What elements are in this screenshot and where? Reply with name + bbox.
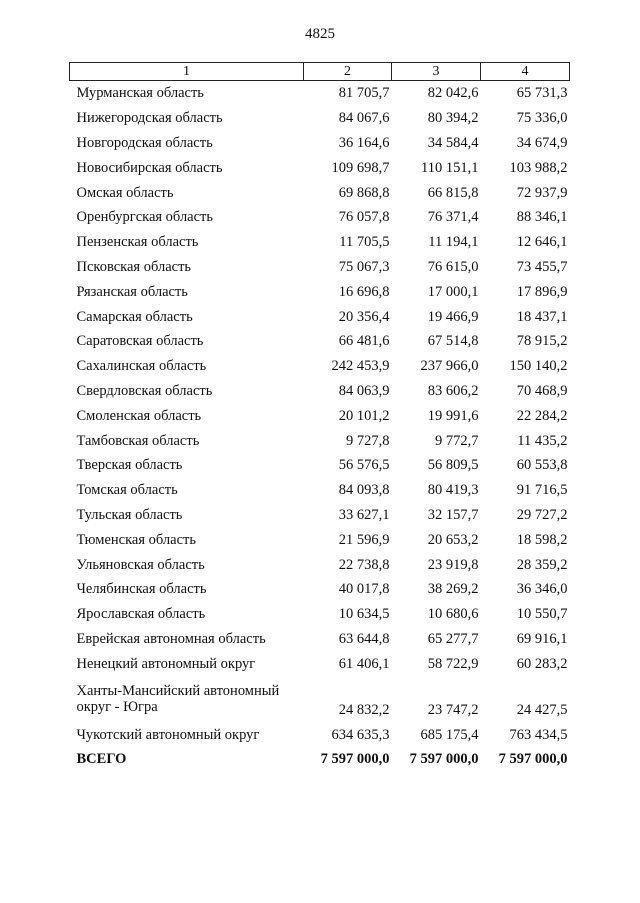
value-col-2: 16 696,8 (338, 283, 390, 300)
table-row (70, 722, 570, 747)
table-row (70, 602, 570, 627)
value-col-3: 34 584,4 (427, 134, 479, 151)
value-col-4: 10 550,7 (516, 606, 568, 623)
value-col-3: 10 680,6 (427, 606, 479, 623)
table-row (70, 180, 570, 205)
value-col-2: 242 453,9 (331, 358, 390, 375)
region-name: Тамбовская область (76, 432, 200, 449)
table-row (70, 478, 570, 503)
value-col-3: 76 371,4 (427, 209, 479, 226)
table-row (70, 627, 570, 652)
value-col-4: 60 553,8 (516, 457, 568, 474)
value-col-4: 72 937,9 (516, 184, 568, 201)
region-name: Сахалинская область (76, 358, 207, 375)
table-row (70, 354, 570, 379)
value-col-2: 36 164,6 (338, 134, 390, 151)
value-col-3: 58 722,9 (427, 655, 479, 672)
value-col-2: 634 635,3 (331, 726, 390, 743)
value-col-2: 81 705,7 (338, 85, 390, 102)
total-label: ВСЕГО (76, 751, 127, 768)
value-col-4: 28 359,2 (516, 556, 568, 573)
value-col-4: 12 646,1 (516, 234, 568, 251)
value-col-3: 67 514,8 (427, 333, 479, 350)
value-col-4: 78 915,2 (516, 333, 568, 350)
region-name: Самарская область (76, 308, 193, 325)
value-col-3: 80 419,3 (427, 482, 479, 499)
value-col-2: 63 644,8 (338, 630, 390, 647)
value-col-4: 11 435,2 (517, 432, 568, 449)
table-row (70, 155, 570, 180)
table-row (70, 503, 570, 528)
value-col-3: 82 042,6 (427, 85, 479, 102)
value-col-2: 40 017,8 (338, 581, 390, 598)
value-col-3: 237 966,0 (420, 358, 479, 375)
region-name: Ульяновская область (76, 556, 205, 573)
region-name: Омская область (76, 184, 174, 201)
table-row (70, 106, 570, 131)
region-name: Смоленская область (76, 407, 202, 424)
value-col-2: 69 868,8 (338, 184, 390, 201)
value-col-4: 36 346,0 (516, 581, 568, 598)
region-name: Саратовская область (76, 333, 204, 350)
value-col-3: 110 151,1 (421, 159, 479, 176)
table-row (70, 230, 570, 255)
region-name: Томская область (76, 482, 178, 499)
table-row (70, 379, 570, 404)
value-col-2: 84 067,6 (338, 110, 390, 127)
value-col-3: 65 277,7 (427, 630, 479, 647)
value-col-2: 61 406,1 (338, 655, 390, 672)
value-col-3: 9 772,7 (435, 432, 479, 449)
value-col-2: 20 101,2 (338, 407, 390, 424)
table-header (70, 63, 570, 81)
value-col-3: 66 815,8 (427, 184, 479, 201)
region-name: Пензенская область (76, 234, 199, 251)
value-col-2: 11 705,5 (339, 234, 390, 251)
value-col-2: 56 576,5 (338, 457, 390, 474)
region-name: Мурманская область (76, 85, 204, 102)
region-name: Тюменская область (76, 531, 196, 548)
region-name: Еврейская автономная область (76, 630, 266, 647)
table-row (70, 577, 570, 602)
region-name: Ханты-Мансийский автономный округ - Югра (76, 683, 280, 716)
table-row (70, 304, 570, 329)
region-name: Ненецкий автономный округ (76, 655, 256, 672)
table-row (70, 81, 570, 106)
table-body (70, 81, 570, 772)
value-col-2: 84 093,8 (338, 482, 390, 499)
value-col-2: 10 634,5 (338, 606, 390, 623)
value-col-2: 109 698,7 (331, 159, 390, 176)
value-col-2: 33 627,1 (338, 506, 390, 523)
total-row (70, 747, 570, 772)
region-name: Челябинская область (76, 581, 207, 598)
value-col-4: 69 916,1 (516, 630, 568, 647)
value-col-4: 150 140,2 (509, 358, 568, 375)
value-col-3: 19 466,9 (427, 308, 479, 325)
region-name: Тульская область (76, 506, 183, 523)
table-row (70, 453, 570, 478)
value-col-4: 763 434,5 (509, 726, 568, 743)
total-value-col-3: 7 597 000,0 (409, 751, 479, 768)
value-col-4: 60 283,2 (516, 655, 568, 672)
value-col-4: 29 727,2 (516, 506, 568, 523)
value-col-3: 23 747,2 (427, 702, 479, 719)
value-col-4: 88 346,1 (516, 209, 568, 226)
value-col-3: 20 653,2 (427, 531, 479, 548)
column-header-3: 3 (392, 63, 481, 81)
value-col-4: 103 988,2 (509, 159, 568, 176)
value-col-3: 11 194,1 (428, 234, 479, 251)
value-col-4: 65 731,3 (516, 85, 568, 102)
table-row (70, 527, 570, 552)
column-header-1: 1 (70, 63, 304, 81)
value-col-2: 20 356,4 (338, 308, 390, 325)
value-col-4: 34 674,9 (516, 134, 568, 151)
column-header-2: 2 (304, 63, 392, 81)
total-value-col-2: 7 597 000,0 (320, 751, 390, 768)
value-col-3: 17 000,1 (427, 283, 479, 300)
budget-table (69, 62, 570, 772)
value-col-4: 18 598,2 (516, 531, 568, 548)
region-name: Псковская область (76, 258, 192, 275)
value-col-4: 24 427,5 (516, 702, 568, 719)
region-name: Рязанская область (76, 283, 188, 300)
value-col-2: 75 067,3 (338, 258, 390, 275)
value-col-2: 21 596,9 (338, 531, 390, 548)
value-col-4: 17 896,9 (516, 283, 568, 300)
value-col-3: 19 991,6 (427, 407, 479, 424)
page-number: 4825 (305, 26, 335, 42)
table-row (70, 255, 570, 280)
table-row (70, 428, 570, 453)
value-col-4: 70 468,9 (516, 382, 568, 399)
region-name: Новосибирская область (76, 159, 223, 176)
value-col-2: 24 832,2 (338, 702, 390, 719)
column-header-4: 4 (481, 63, 570, 81)
value-col-3: 83 606,2 (427, 382, 479, 399)
region-name: Ярославская область (76, 606, 206, 623)
value-col-3: 56 809,5 (427, 457, 479, 474)
region-name: Чукотский автономный округ (76, 726, 260, 743)
value-col-4: 91 716,5 (516, 482, 568, 499)
table-row (70, 279, 570, 304)
region-name: Нижегородская область (76, 110, 223, 127)
value-col-2: 84 063,9 (338, 382, 390, 399)
value-col-3: 23 919,8 (427, 556, 479, 573)
value-col-2: 22 738,8 (338, 556, 390, 573)
value-col-3: 76 615,0 (427, 258, 479, 275)
table-row (70, 131, 570, 156)
table-row (70, 552, 570, 577)
region-name: Тверская область (76, 457, 183, 474)
value-col-3: 38 269,2 (427, 581, 479, 598)
table-row (70, 329, 570, 354)
region-name: Оренбургская область (76, 209, 214, 226)
total-value-col-4: 7 597 000,0 (498, 751, 568, 768)
table-row (70, 676, 570, 722)
value-col-4: 22 284,2 (516, 407, 568, 424)
region-name: Свердловская область (76, 382, 213, 399)
value-col-3: 32 157,7 (427, 506, 479, 523)
value-col-3: 685 175,4 (420, 726, 479, 743)
value-col-2: 66 481,6 (338, 333, 390, 350)
table-row (70, 403, 570, 428)
value-col-2: 9 727,8 (346, 432, 390, 449)
value-col-2: 76 057,8 (338, 209, 390, 226)
value-col-3: 80 394,2 (427, 110, 479, 127)
table-row (70, 205, 570, 230)
table-row (70, 651, 570, 676)
region-name: Новгородская область (76, 134, 213, 151)
value-col-4: 18 437,1 (516, 308, 568, 325)
value-col-4: 73 455,7 (516, 258, 568, 275)
value-col-4: 75 336,0 (516, 110, 568, 127)
